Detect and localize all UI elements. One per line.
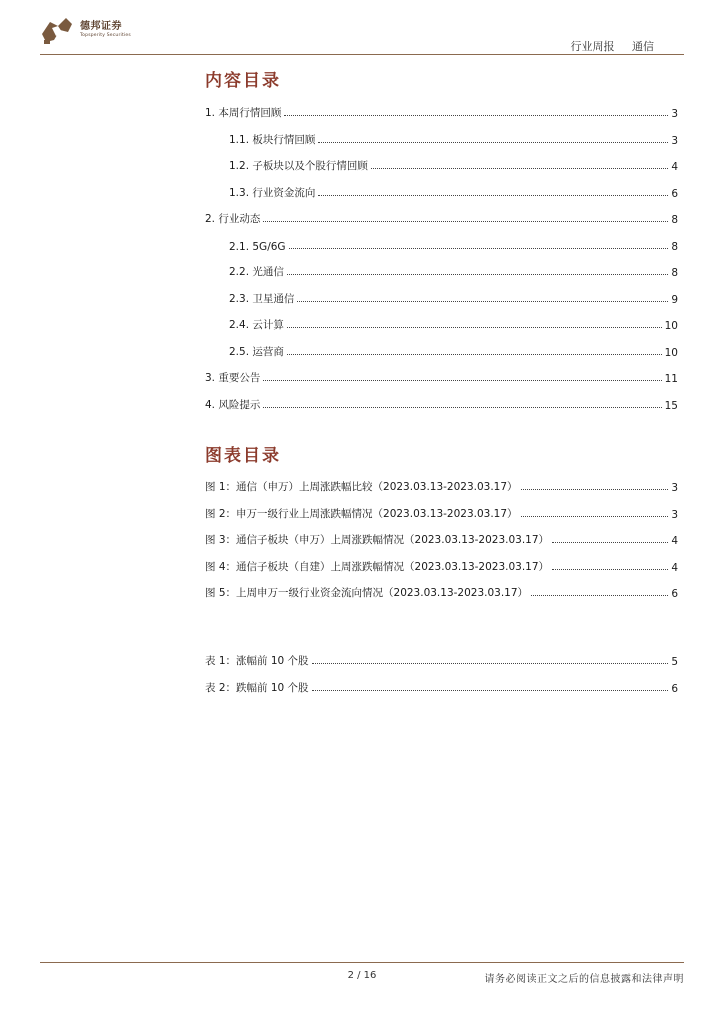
toc-entry-label: 4. 风险提示 — [205, 398, 261, 411]
toc-entry-page: 8 — [671, 214, 678, 226]
toc-entry-page: 15 — [664, 399, 678, 412]
toc-entry-page: 9 — [671, 293, 678, 306]
toc-entry-page: 8 — [671, 240, 678, 253]
dot-leader — [287, 353, 662, 355]
dot-leader — [263, 220, 668, 222]
toc-entry-page: 11 — [664, 373, 678, 385]
figure-entry-label: 图 2：申万一级行业上周涨跌幅情况（2023.03.13-2023.03.17） — [205, 507, 518, 520]
toc-entry[interactable] — [229, 237, 678, 253]
toc-entry-page: 8 — [671, 267, 678, 279]
dot-leader — [287, 326, 662, 328]
figures-title: 图表目录 — [205, 446, 281, 466]
dot-leader — [312, 689, 669, 691]
figure-entry[interactable] — [205, 478, 678, 494]
figure-entry[interactable] — [205, 558, 678, 574]
dot-leader — [521, 515, 669, 517]
brand-name-cn: 德邦证券 — [80, 20, 122, 32]
toc-entry-page: 3 — [671, 108, 678, 120]
dot-leader — [531, 594, 668, 596]
dot-leader — [289, 247, 669, 249]
report-type: 行业周报 — [570, 40, 615, 53]
footer-divider — [40, 962, 684, 963]
toc-entry-label: 1.1. 板块行情回顾 — [229, 133, 316, 146]
toc-entry-page: 10 — [664, 346, 678, 359]
toc-entry[interactable] — [229, 184, 678, 200]
toc-entry-page: 3 — [671, 134, 678, 147]
toc-entry-label: 2. 行业动态 — [205, 213, 261, 225]
figure-entry[interactable] — [205, 584, 678, 600]
figure-entry-label: 图 4：通信子板块（自建）上周涨跌幅情况（2023.03.13-2023.03.17） — [205, 560, 550, 573]
dot-leader — [312, 662, 669, 664]
dot-leader — [263, 406, 661, 408]
report-category — [571, 38, 655, 54]
company-logo — [40, 14, 131, 46]
toc-entry-label: 1. 本周行情回顾 — [205, 107, 282, 119]
dot-leader — [552, 568, 668, 570]
toc-entry-page: 6 — [671, 187, 678, 200]
dot-leader — [263, 379, 661, 381]
figure-entry-label: 图 3：通信子板块（申万）上周涨跌幅情况（2023.03.13-2023.03.17） — [205, 534, 550, 546]
toc-entry[interactable] — [229, 343, 678, 359]
toc-entry[interactable] — [205, 210, 678, 226]
toc-entry-label: 1.2. 子板块以及个股行情回顾 — [229, 160, 368, 172]
figure-entry-label: 图 1：通信（申万）上周涨跌幅比较（2023.03.13-2023.03.17） — [205, 481, 518, 493]
contents-title: 内容目录 — [205, 71, 281, 91]
dot-leader — [284, 114, 668, 116]
toc-entry[interactable] — [229, 263, 678, 279]
toc-entry[interactable] — [229, 316, 678, 332]
page-number: 2 / 16 — [347, 970, 377, 981]
toc-entry-label: 2.5. 运营商 — [229, 345, 284, 358]
table-entry[interactable] — [205, 652, 678, 668]
brand-name-en: Topsperity Securities — [80, 32, 131, 38]
header-divider — [40, 54, 684, 55]
figure-entry[interactable] — [205, 531, 678, 547]
toc-entry-label: 2.2. 光通信 — [229, 266, 284, 278]
figure-entry-page: 6 — [671, 588, 678, 600]
toc-entry-label: 2.4. 云计算 — [229, 319, 284, 331]
toc-entry-label: 1.3. 行业资金流向 — [229, 186, 316, 199]
figure-entry-page: 3 — [671, 482, 678, 494]
toc-entry[interactable] — [229, 131, 678, 147]
table-entry-label: 表 1：涨幅前 10 个股 — [205, 655, 309, 667]
table-entry-label: 表 2：跌幅前 10 个股 — [205, 681, 309, 694]
dot-leader — [297, 300, 668, 302]
report-industry: 通信 — [632, 40, 654, 53]
toc-entry[interactable] — [229, 290, 678, 306]
toc-entry-label: 2.1. 5G/6G — [229, 240, 286, 253]
toc-entry[interactable] — [229, 157, 678, 173]
figure-entry-page: 4 — [671, 535, 678, 547]
toc-entry[interactable] — [205, 396, 678, 412]
table-entry-page: 5 — [671, 656, 678, 668]
toc-entry[interactable] — [205, 369, 678, 385]
toc-entry-page: 4 — [671, 161, 678, 173]
dot-leader — [371, 167, 668, 169]
figure-entry-page: 4 — [671, 561, 678, 574]
dot-leader — [318, 194, 668, 196]
toc-entry[interactable] — [205, 104, 678, 120]
figure-entry-page: 3 — [671, 508, 678, 521]
table-entry[interactable] — [205, 679, 678, 695]
dot-leader — [521, 488, 669, 490]
toc-entry-label: 2.3. 卫星通信 — [229, 292, 295, 305]
table-entry-page: 6 — [671, 682, 678, 695]
figure-entry[interactable] — [205, 505, 678, 521]
logo-emblem-icon — [40, 14, 74, 46]
toc-entry-label: 3. 重要公告 — [205, 372, 261, 384]
toc-entry-page: 10 — [664, 320, 678, 332]
figure-entry-label: 图 5：上周申万一级行业资金流向情况（2023.03.13-2023.03.17） — [205, 587, 529, 599]
dot-leader — [552, 541, 668, 543]
dot-leader — [287, 273, 668, 275]
legal-disclaimer: 请务必阅读正文之后的信息披露和法律声明 — [484, 974, 684, 985]
dot-leader — [318, 141, 668, 143]
